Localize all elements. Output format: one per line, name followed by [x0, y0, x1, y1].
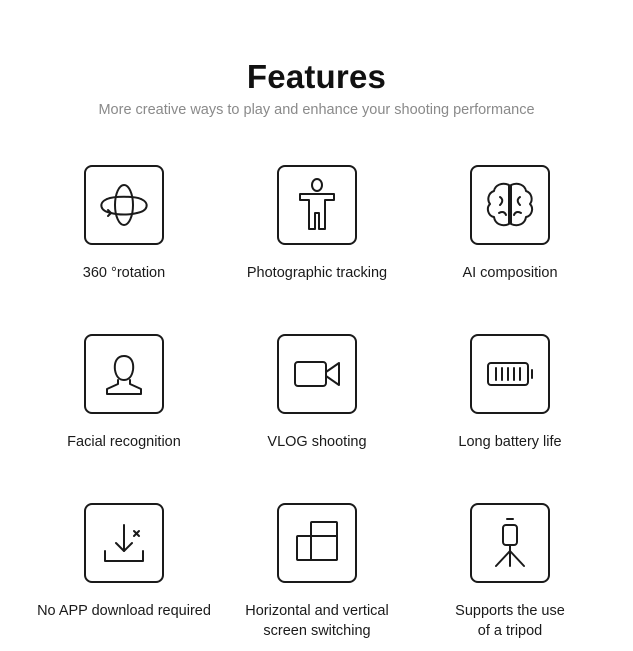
- feature-icon-box: [84, 503, 164, 583]
- person-tracking-icon: [287, 175, 347, 235]
- feature-label: AI composition: [462, 265, 558, 281]
- feature-label: No APP download required: [37, 603, 211, 619]
- brain-icon: [480, 175, 540, 235]
- feature-icon-box: [470, 334, 550, 414]
- feature-label: Horizontal and vertical screen switching: [245, 603, 389, 639]
- feature-icon-box: [84, 165, 164, 245]
- feature-icon-box: [470, 165, 550, 245]
- download-icon: [94, 513, 154, 573]
- feature-label: Facial recognition: [67, 434, 181, 450]
- feature-label: Photographic tracking: [246, 265, 388, 281]
- feature-vlog: [217, 334, 417, 452]
- rotation-icon: [94, 175, 154, 235]
- video-camera-icon: [287, 344, 347, 404]
- page-subtitle: More creative ways to play and enhance your shooting performance: [98, 102, 535, 118]
- feature-rotation: [24, 165, 224, 283]
- feature-label: 360 °rotation: [82, 265, 166, 281]
- feature-label: Long battery life: [458, 434, 562, 450]
- battery-icon: [480, 344, 540, 404]
- feature-screen-switch: [217, 503, 417, 641]
- feature-no-app: [24, 503, 224, 621]
- screen-switch-icon: [287, 513, 347, 573]
- feature-icon-box: [84, 334, 164, 414]
- feature-label: VLOG shooting: [267, 434, 367, 450]
- feature-icon-box: [470, 503, 550, 583]
- face-icon: [94, 344, 154, 404]
- feature-icon-box: [277, 503, 357, 583]
- page-title: Features: [246, 58, 387, 95]
- feature-facial-recognition: [24, 334, 224, 452]
- feature-icon-box: [277, 334, 357, 414]
- feature-ai-composition: [410, 165, 610, 283]
- feature-tracking: [217, 165, 417, 283]
- feature-icon-box: [277, 165, 357, 245]
- tripod-icon: [480, 513, 540, 573]
- feature-label: Supports the use of a tripod: [455, 603, 565, 639]
- feature-tripod: [410, 503, 610, 641]
- feature-battery: [410, 334, 610, 452]
